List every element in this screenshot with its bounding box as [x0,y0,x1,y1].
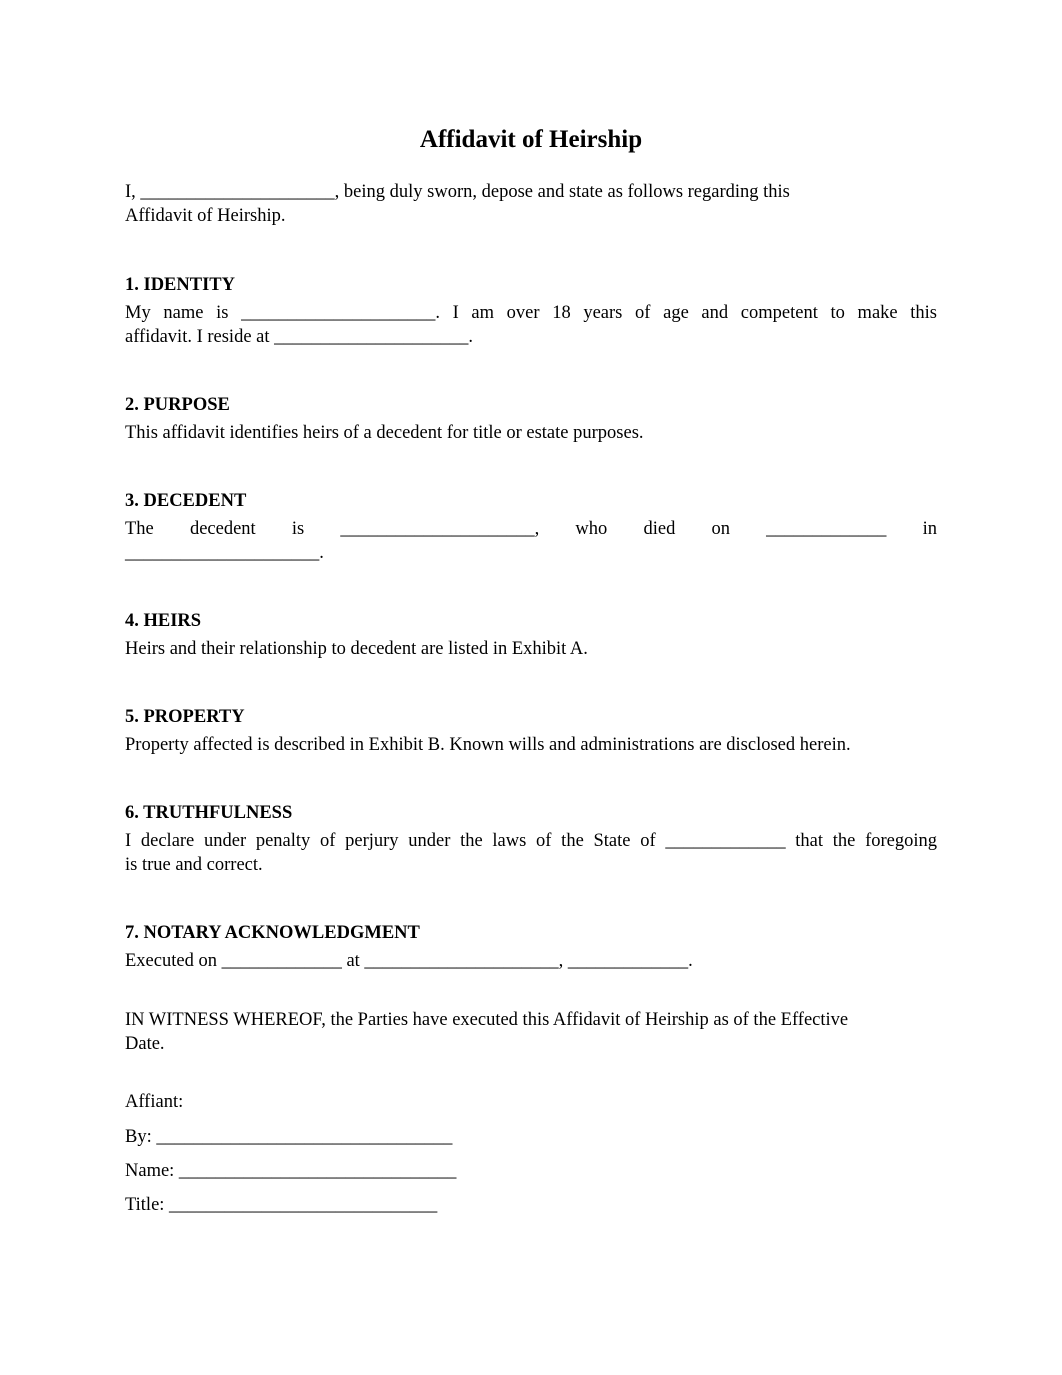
heirs-line-1: Heirs and their relationship to decedent are listed in Exhibit A. [125,639,588,659]
identity-line-1: My name is _____________________. I am over 18 years of age and competent to make this [125,303,937,323]
signature-title-line: Title: _____________________________ [125,1195,438,1215]
signature-name-line: Name: ______________________________ [125,1161,457,1181]
section-heading-purpose: 2. PURPOSE [125,395,230,415]
section-body-heirs [125,637,937,661]
section-body-decedent [125,517,937,565]
section-body-purpose [125,421,937,445]
section-body-property [125,733,937,757]
section-heading-heirs: 4. HEIRS [125,611,202,631]
section-body-notary [125,949,937,973]
witness-paragraph [125,1008,937,1056]
affiant-label: Affiant: [125,1092,184,1112]
section-body-truthfulness [125,829,937,877]
intro-line-1: I, _____________________, being duly sworn, depose and state as follows regarding this [125,182,790,202]
witness-line-2: Date. [125,1034,165,1054]
section-heading-decedent: 3. DECEDENT [125,491,247,511]
intro-paragraph [125,180,937,228]
document-title: Affidavit of Heirship [419,126,643,153]
identity-line-2: affidavit. I reside at _____________________. [125,327,474,347]
signature-by-line: By: ________________________________ [125,1127,453,1147]
section-heading-notary: 7. NOTARY ACKNOWLEDGMENT [125,923,420,943]
section-heading-identity: 1. IDENTITY [125,275,235,295]
truthfulness-line-1: I declare under penalty of perjury under the laws of the State of _____________ that the foregoing [125,831,937,851]
notary-line-1: Executed on _____________ at _____________________, _____________. [125,951,693,971]
intro-line-2: Affidavit of Heirship. [125,206,286,226]
witness-line-1: IN WITNESS WHEREOF, the Parties have executed this Affidavit of Heirship as of the Effective [125,1010,849,1030]
decedent-line-1: The decedent is _____________________, who died on _____________ in [125,519,937,539]
purpose-line-1: This affidavit identifies heirs of a decedent for title or estate purposes. [125,423,644,443]
section-heading-truthfulness: 6. TRUTHFULNESS [125,803,293,823]
section-heading-property: 5. PROPERTY [125,707,245,727]
decedent-line-2: _____________________. [125,543,324,563]
property-line-1: Property affected is described in Exhibit B. Known wills and administrations are disclosed herein. [125,735,851,755]
section-body-identity [125,301,937,349]
truthfulness-line-2: is true and correct. [125,855,263,875]
